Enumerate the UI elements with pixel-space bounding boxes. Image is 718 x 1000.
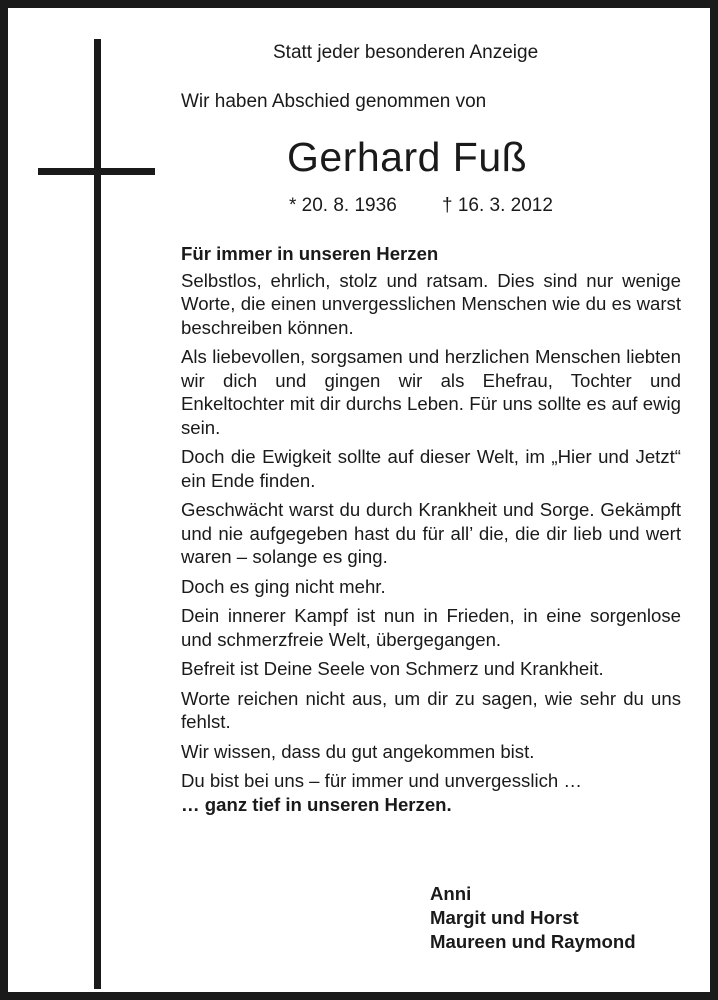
body-paragraph: Befreit ist Deine Seele von Schmerz und Krankheit.	[181, 658, 604, 679]
birth-date: * 20. 8. 1936	[289, 195, 397, 216]
death-date: † 16. 3. 2012	[442, 195, 553, 216]
notice-intro: Wir haben Abschied genommen von	[181, 91, 487, 112]
body-paragraph: Dein innerer Kampf ist nun in Frieden, in eine sorgenlose und schmerzfreie Welt, übergegangen.	[181, 605, 681, 650]
cross-horizontal-bar	[38, 168, 155, 175]
body-paragraph: Als liebevollen, sorgsamen und herzlichen Menschen liebten wir dich und gingen wir als Ehefrau, Tochter und Enkeltochter mit dir durchs Leben. Für uns sollte es auf ewig sein.	[181, 346, 681, 438]
body-closing: … ganz tief in unseren Herzen.	[181, 793, 452, 815]
notice-header: Statt jeder besonderen Anzeige	[273, 42, 539, 63]
body-paragraph: Du bist bei uns – für immer und unvergesslich …	[181, 770, 582, 791]
body-heading: Für immer in unseren Herzen	[181, 243, 439, 264]
body-paragraph: Selbstlos, ehrlich, stolz und ratsam. Dies sind nur wenige Worte, die einen unvergesslichen Menschen wie du es warst beschreiben können.	[181, 269, 681, 338]
body-paragraph: Geschwächt warst du durch Krankheit und Sorge. Gekämpft und nie aufgegeben hast du für all’ die, die dir lieb und wert waren – solange es ging.	[181, 499, 681, 567]
body-paragraph: Wir wissen, dass du gut angekommen bist.	[181, 740, 535, 762]
body-paragraph: Doch es ging nicht mehr.	[181, 575, 386, 597]
cross-vertical-bar	[94, 39, 101, 989]
signer: Margit und Horst	[430, 907, 579, 928]
notice-body	[181, 242, 681, 822]
signers-list	[430, 882, 636, 954]
obituary-notice	[8, 8, 710, 992]
deceased-name: Gerhard Fuß	[287, 134, 528, 180]
signer: Anni	[430, 883, 472, 904]
body-paragraph: Doch die Ewigkeit sollte auf dieser Welt, im „Hier und Jetzt“ ein Ende finden.	[181, 446, 681, 491]
signer: Maureen und Raymond	[430, 931, 636, 952]
body-paragraph: Worte reichen nicht aus, um dir zu sagen, wie sehr du uns fehlst.	[181, 687, 681, 732]
